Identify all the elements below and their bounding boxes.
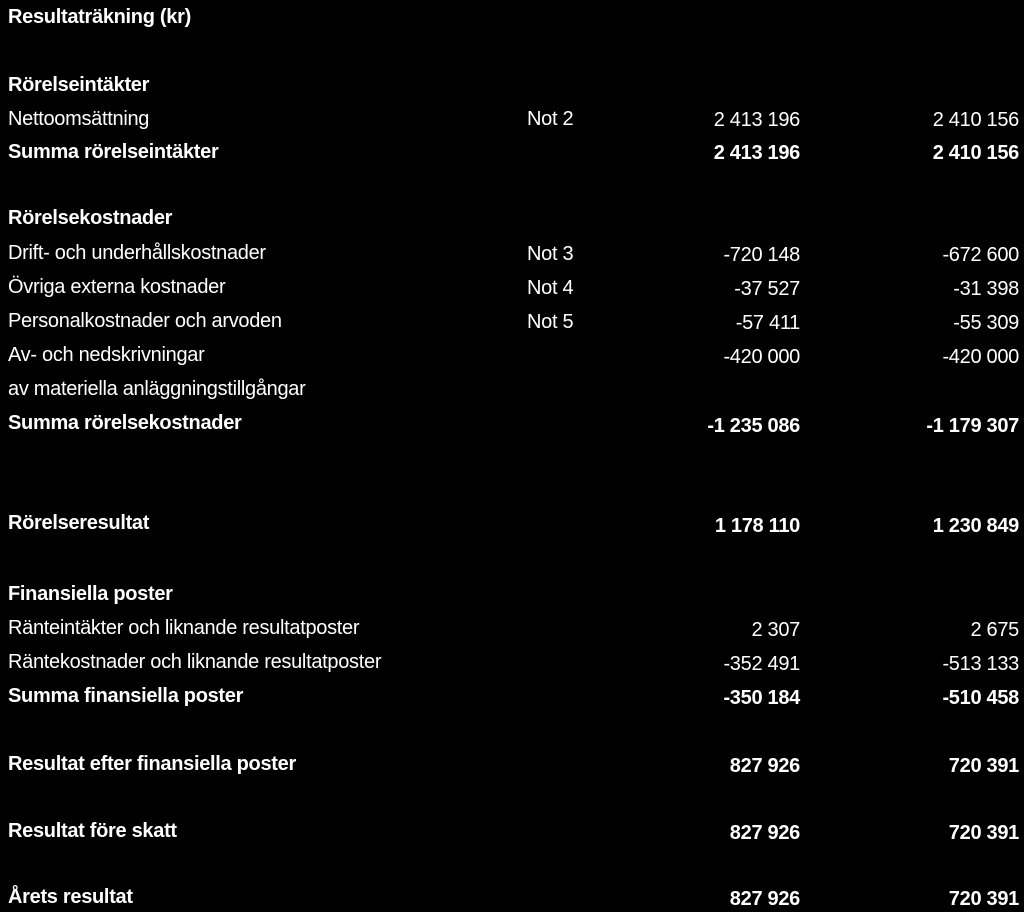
total-value-current-operating-income: 2 413 196 xyxy=(713,142,800,164)
row-label-net-sales: Nettoomsättning xyxy=(8,108,150,130)
row-value-current-external-costs: -37 527 xyxy=(734,278,800,300)
row-label-depreciation-continued: av materiella anläggningstillgångar xyxy=(8,378,306,400)
operating-result-value-previous: 1 230 849 xyxy=(932,515,1019,537)
result-before-tax-value-previous: 720 391 xyxy=(948,822,1019,844)
total-label-operating-income: Summa rörelseintäkter xyxy=(8,141,219,163)
result-before-tax-value-current: 827 926 xyxy=(729,822,800,844)
year-result-value-current: 827 926 xyxy=(729,888,800,910)
row-value-previous-external-costs: -31 398 xyxy=(953,278,1019,300)
row-value-current-personnel-costs: -57 411 xyxy=(735,312,800,334)
year-result-label: Årets resultat xyxy=(8,886,133,908)
row-note-external-costs: Not 4 xyxy=(527,277,574,299)
result-after-financial-value-current: 827 926 xyxy=(729,755,800,777)
row-value-previous-interest-costs: -513 133 xyxy=(942,653,1019,675)
total-value-current-financial: -350 184 xyxy=(723,687,800,709)
section-heading-financial: Finansiella poster xyxy=(8,583,173,605)
operating-result-label: Rörelseresultat xyxy=(8,512,150,534)
row-value-current-interest-income: 2 307 xyxy=(751,619,800,641)
row-note-personnel-costs: Not 5 xyxy=(527,311,574,333)
row-value-current-net-sales: 2 413 196 xyxy=(713,109,800,131)
total-value-previous-financial: -510 458 xyxy=(942,687,1019,709)
row-value-previous-depreciation: -420 000 xyxy=(942,346,1019,368)
total-value-previous-operating-income: 2 410 156 xyxy=(932,142,1019,164)
row-value-previous-net-sales: 2 410 156 xyxy=(932,109,1019,131)
row-note-net-sales: Not 2 xyxy=(527,108,574,130)
result-after-financial-label: Resultat efter finansiella poster xyxy=(8,753,296,775)
row-label-external-costs: Övriga externa kostnader xyxy=(8,276,226,298)
total-value-current-operating-costs: -1 235 086 xyxy=(707,415,800,437)
row-value-previous-maintenance-costs: -672 600 xyxy=(942,244,1019,266)
result-after-financial-value-previous: 720 391 xyxy=(948,755,1019,777)
row-value-current-maintenance-costs: -720 148 xyxy=(723,244,800,266)
total-label-operating-costs: Summa rörelsekostnader xyxy=(8,412,242,434)
total-value-previous-operating-costs: -1 179 307 xyxy=(926,415,1019,437)
row-label-interest-income: Ränteintäkter och liknande resultatposter xyxy=(8,617,360,639)
row-value-previous-interest-income: 2 675 xyxy=(970,619,1019,641)
total-label-financial: Summa finansiella poster xyxy=(8,685,244,707)
row-label-maintenance-costs: Drift- och underhållskostnader xyxy=(8,242,266,264)
operating-result-value-current: 1 178 110 xyxy=(714,515,800,537)
row-label-interest-costs: Räntekostnader och liknande resultatposter xyxy=(8,651,382,673)
statement-title: Resultaträkning (kr) xyxy=(8,6,191,28)
row-label-personnel-costs: Personalkostnader och arvoden xyxy=(8,310,282,332)
section-heading-operating-costs: Rörelsekostnader xyxy=(8,207,173,229)
row-label-depreciation: Av- och nedskrivningar xyxy=(8,344,205,366)
section-heading-operating-income: Rörelseintäkter xyxy=(8,74,150,96)
row-value-current-depreciation: -420 000 xyxy=(723,346,800,368)
row-value-previous-personnel-costs: -55 309 xyxy=(953,312,1019,334)
row-value-current-interest-costs: -352 491 xyxy=(723,653,800,675)
year-result-value-previous: 720 391 xyxy=(948,888,1019,910)
row-note-maintenance-costs: Not 3 xyxy=(527,243,574,265)
result-before-tax-label: Resultat före skatt xyxy=(8,820,177,842)
